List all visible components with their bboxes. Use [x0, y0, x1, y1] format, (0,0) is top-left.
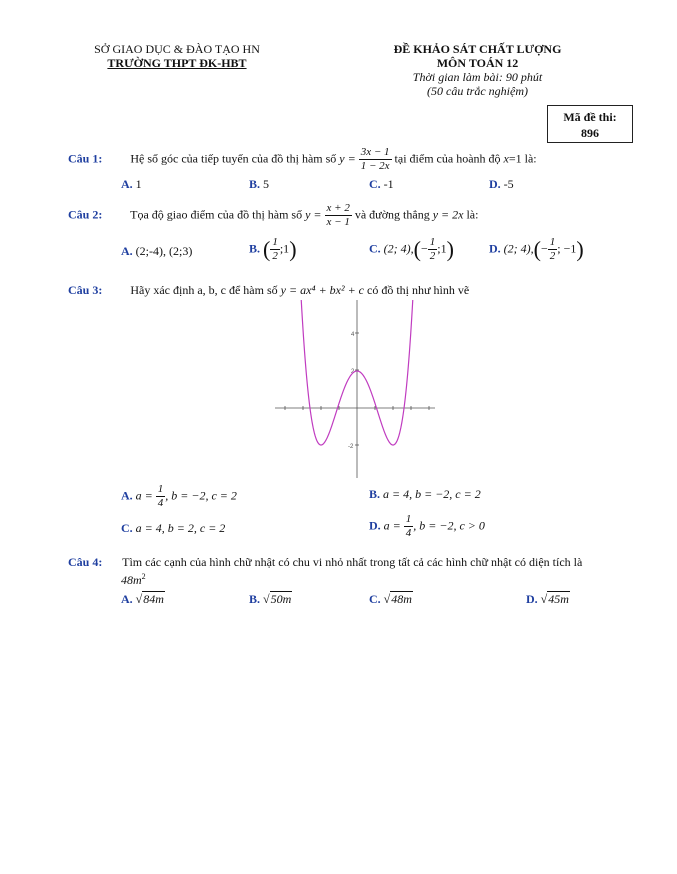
question-2-label: Câu 2: [68, 207, 103, 222]
question-2 [68, 202, 478, 229]
option-value: (2;-4), (2;3) [135, 244, 193, 258]
question-3-label: Câu 3: [68, 283, 103, 297]
option-letter: D. [526, 592, 538, 606]
sqrt-expression: √50m [263, 592, 292, 606]
tick-label-4: 4 [351, 332, 355, 338]
option-value: -1 [383, 177, 394, 191]
question-4 [68, 555, 582, 570]
option-letter: A. [121, 488, 133, 503]
option-prefix: (2; 4), [503, 241, 534, 256]
q4-option-c[interactable] [369, 592, 413, 607]
q3-option-b[interactable] [369, 487, 481, 502]
option-letter: B. [249, 177, 261, 191]
fraction-denominator: 4 [157, 497, 164, 509]
q2-option-b[interactable] [249, 236, 297, 263]
fraction-denominator: 4 [405, 527, 412, 539]
q3-option-d[interactable] [369, 513, 485, 540]
exam-code: 896 [581, 126, 599, 140]
fraction-denominator: 2 [272, 250, 278, 262]
question-2-text-a: Tọa độ giao điểm của đồ thị hàm số [130, 207, 303, 222]
q2-option-a[interactable] [121, 244, 192, 259]
option-letter: B. [369, 487, 381, 501]
fraction-numerator: x + 2 [326, 202, 350, 214]
header-right [360, 42, 595, 98]
fraction-numerator: 1 [429, 236, 436, 248]
option-letter: D. [369, 518, 381, 533]
question-2-line: y = 2x [432, 207, 464, 222]
q1-option-d[interactable] [489, 177, 514, 192]
question-1-x: x [503, 151, 509, 166]
question-count: (50 câu trắc nghiệm) [427, 84, 528, 98]
q2-option-d[interactable]: D. (2; 4),(− $\frac{1}{2}$ ; −1) [489, 236, 584, 262]
option-letter: A. [121, 592, 133, 606]
question-2-text-b: và đường thẳng [354, 207, 430, 222]
exam-time: Thời gian làm bài: 90 phút [412, 70, 543, 84]
sqrt-expression: √48m [383, 592, 412, 606]
option-letter: B. [249, 592, 261, 606]
tick-label-2: 2 [351, 369, 355, 375]
department-name: SỞ GIAO DỤC & ĐÀO TẠO HN [94, 42, 260, 56]
sqrt-expression: √45m [540, 592, 569, 606]
option-fraction [428, 236, 438, 263]
fraction-numerator: 1 [157, 483, 164, 495]
option-letter: C. [369, 241, 381, 256]
subject: MÔN TOÁN 12 [436, 56, 519, 70]
option-rest: , b = −2, c = 2 [165, 488, 237, 503]
question-1-text-b: tại điểm của hoành độ [394, 151, 501, 166]
option-rest: , b = −2, c > 0 [413, 518, 485, 533]
option-fraction [270, 236, 280, 263]
q1-option-c[interactable] [369, 177, 394, 192]
paren: ( [413, 236, 421, 262]
option-letter: C. [369, 592, 381, 606]
option-value: a = 4, b = 2, c = 2 [135, 521, 226, 535]
tick-label-neg2: -2 [348, 444, 354, 450]
option-letter: D. [489, 241, 501, 256]
radicand: 48m [391, 592, 412, 606]
area-value: 48m [121, 573, 142, 587]
question-1-x-value: =1 là: [508, 151, 537, 166]
question-2-y: y = [305, 207, 322, 222]
question-4-area [121, 572, 146, 588]
option-value: -5 [503, 177, 514, 191]
option-prefix: a = [135, 488, 153, 503]
question-3-text-a: Hãy xác định a, b, c để hàm số [130, 283, 278, 297]
question-1 [68, 146, 537, 173]
question-1-text-a: Hệ số góc của tiếp tuyến của đồ thị hàm số [130, 151, 337, 166]
q2-option-c[interactable]: C. (2; 4),(− $\frac{1}{2}$ ;1) [369, 236, 454, 262]
q4-option-d[interactable] [526, 592, 570, 607]
option-letter: D. [489, 177, 501, 191]
exam-title: ĐỀ KHẢO SÁT CHẤT LƯỢNG [393, 42, 562, 56]
q3-option-c[interactable] [121, 521, 225, 536]
question-1-label: Câu 1: [68, 151, 103, 166]
fraction-denominator: 1 − 2x [360, 160, 390, 172]
option-rest: ; −1 [557, 241, 577, 256]
radicand: 84m [143, 592, 164, 606]
sqrt-expression: √84m [135, 592, 164, 606]
option-letter: C. [369, 177, 381, 191]
radicand: 50m [270, 592, 292, 606]
fraction-numerator: 1 [549, 236, 556, 248]
question-1-y: y = [339, 151, 356, 166]
exam-code-box [547, 105, 633, 143]
q4-option-a[interactable] [121, 592, 165, 607]
question-2-text-c: là: [466, 207, 479, 222]
q4-option-b[interactable] [249, 592, 292, 607]
question-3-text-b: có đồ thị như hình vẽ [367, 283, 470, 297]
fraction-denominator: 2 [429, 250, 436, 262]
option-value: 1 [135, 177, 142, 191]
paren: ) [289, 236, 297, 262]
question-3 [68, 283, 469, 298]
option-rest: ;1 [279, 241, 290, 256]
fraction-denominator: x − 1 [326, 216, 350, 228]
fraction-numerator: 1 [272, 236, 278, 248]
paren: ( [533, 236, 541, 262]
fraction-denominator: 2 [549, 250, 556, 262]
option-fraction [548, 236, 558, 263]
option-rest: ;1 [437, 241, 447, 256]
school-name: TRƯỜNG THPT ĐK-HBT [107, 56, 247, 70]
question-3-function: y = ax⁴ + bx² + c [280, 283, 365, 297]
question-4-text: Tìm các cạnh của hình chữ nhật có chu vi nhỏ nhất trong tất cả các hình chữ nhật có diện tích là [122, 555, 583, 569]
q1-option-a[interactable] [121, 177, 142, 192]
area-exponent: 2 [141, 572, 146, 581]
option-prefix: (2; 4), [383, 241, 414, 256]
function-graph [275, 300, 435, 478]
paren: ) [576, 236, 584, 262]
option-letter: A. [121, 244, 133, 258]
option-value: 5 [263, 177, 270, 191]
fraction-numerator: 3x − 1 [360, 146, 390, 158]
option-letter: A. [121, 177, 133, 191]
paren: ) [446, 236, 454, 262]
question-4-label: Câu 4: [68, 555, 103, 569]
option-prefix: a = [383, 518, 401, 533]
question-1-fraction [359, 146, 392, 173]
question-2-fraction [325, 202, 352, 229]
option-fraction [404, 513, 414, 540]
paren: ( [263, 236, 271, 262]
exam-code-label: Mã đề thi: [563, 110, 617, 124]
fraction-numerator: 1 [405, 513, 412, 525]
option-letter: B. [249, 241, 261, 256]
q1-option-b[interactable] [249, 177, 269, 192]
header-left [62, 42, 292, 70]
q3-option-a[interactable] [121, 483, 237, 510]
option-fraction [156, 483, 166, 510]
option-letter: C. [121, 521, 133, 535]
radicand: 45m [548, 592, 569, 606]
option-value: a = 4, b = −2, c = 2 [383, 487, 481, 501]
